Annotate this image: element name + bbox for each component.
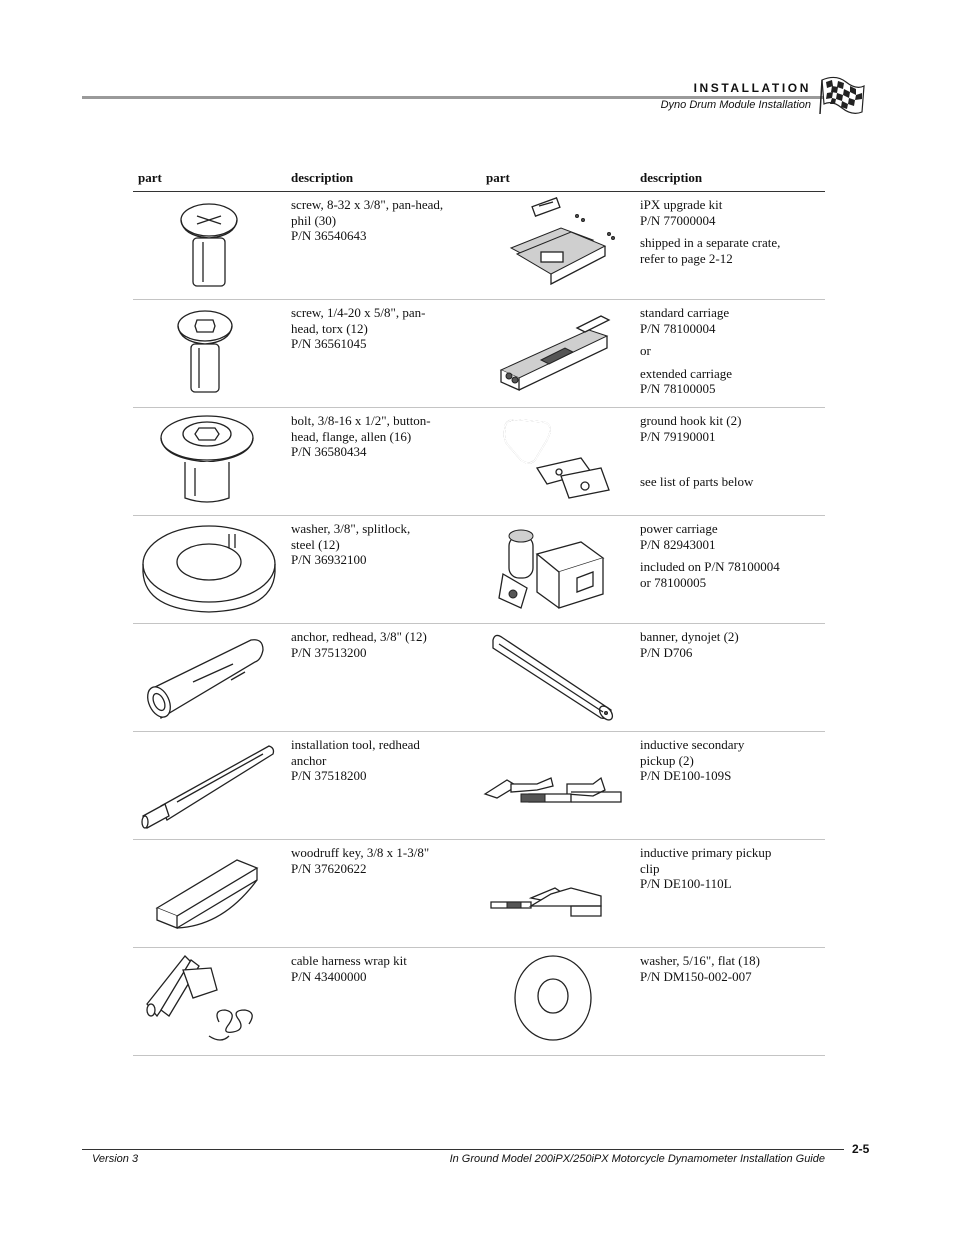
splitlock-washer-icon (133, 518, 286, 618)
part-description: inductive primary pickup clip P/N DE100-110L (635, 840, 825, 948)
part-image-cell (481, 300, 635, 408)
parts-table (133, 168, 825, 1056)
part-description: ground hook kit (2) P/N 79190001 see list of parts below (635, 408, 825, 516)
part-image-cell (481, 732, 635, 840)
pan-head-screw-icon (133, 194, 286, 294)
part-image-cell (133, 300, 286, 408)
part-description: washer, 5/16", flat (18) P/N DM150-002-007 (635, 948, 825, 1056)
table-header-row (133, 168, 825, 192)
part-image-cell (133, 840, 286, 948)
part-image-cell (481, 840, 635, 948)
table-row (133, 300, 825, 408)
table-row (133, 732, 825, 840)
ground-hook-icon (481, 410, 635, 510)
part-image-cell (481, 192, 635, 300)
part-image-cell (133, 408, 286, 516)
part-description: banner, dynojet (2) P/N D706 (635, 624, 825, 732)
checkered-flag-icon (818, 74, 866, 116)
carriage-icon (481, 302, 635, 402)
section-title: INSTALLATION (693, 81, 811, 95)
part-description: power carriage P/N 82943001 included on P/N 78100004 or 78100005 (635, 516, 825, 624)
flat-washer-icon (481, 950, 635, 1050)
anchor-icon (133, 626, 286, 726)
button-head-bolt-icon (133, 410, 286, 510)
part-image-cell (133, 948, 286, 1056)
document-version: Version 3 (92, 1153, 139, 1165)
secondary-pickup-icon (481, 734, 635, 834)
column-header-description: description (286, 168, 481, 192)
power-carriage-icon (481, 518, 635, 618)
upgrade-kit-icon (481, 194, 635, 294)
part-image-cell (481, 408, 635, 516)
column-header-part: part (481, 168, 635, 192)
table-row (133, 516, 825, 624)
table-row (133, 408, 825, 516)
banner-roll-icon (481, 626, 635, 726)
part-description: installation tool, redhead anchor P/N 37518200 (286, 732, 481, 840)
part-image-cell (133, 516, 286, 624)
part-image-cell (481, 624, 635, 732)
part-description: anchor, redhead, 3/8" (12) P/N 37513200 (286, 624, 481, 732)
torx-screw-icon (133, 302, 286, 402)
section-subtitle: Dyno Drum Module Installation (660, 99, 811, 111)
woodruff-key-icon (133, 842, 286, 942)
part-description: inductive secondary pickup (2) P/N DE100-109S (635, 732, 825, 840)
column-header-description: description (635, 168, 825, 192)
part-description: washer, 3/8", splitlock, steel (12) P/N 36932100 (286, 516, 481, 624)
part-description: cable harness wrap kit P/N 43400000 (286, 948, 481, 1056)
part-description: standard carriage P/N 78100004 or extended carriage P/N 78100005 (635, 300, 825, 408)
table-row (133, 948, 825, 1056)
table-row (133, 192, 825, 300)
footer-rule (82, 1149, 844, 1150)
part-image-cell (133, 732, 286, 840)
wrap-kit-icon (133, 950, 286, 1050)
table-row (133, 624, 825, 732)
part-description: screw, 1/4-20 x 5/8", pan- head, torx (12) P/N 36561045 (286, 300, 481, 408)
page-number: 2-5 (852, 1142, 870, 1156)
part-description: iPX upgrade kit P/N 77000004 shipped in a separate crate, refer to page 2-12 (635, 192, 825, 300)
installation-tool-icon (133, 734, 286, 834)
part-description: bolt, 3/8-16 x 1/2", button- head, flange, allen (16) P/N 36580434 (286, 408, 481, 516)
part-image-cell (481, 516, 635, 624)
part-description: screw, 8-32 x 3/8", pan-head, phil (30) P/N 36540643 (286, 192, 481, 300)
guide-title: In Ground Model 200iPX/250iPX Motorcycle Dynamometer Installation Guide (449, 1153, 825, 1165)
table-row (133, 840, 825, 948)
part-image-cell (481, 948, 635, 1056)
column-header-part: part (133, 168, 286, 192)
primary-pickup-icon (481, 842, 635, 942)
part-image-cell (133, 192, 286, 300)
part-image-cell (133, 624, 286, 732)
part-description: woodruff key, 3/8 x 1-3/8" P/N 37620622 (286, 840, 481, 948)
